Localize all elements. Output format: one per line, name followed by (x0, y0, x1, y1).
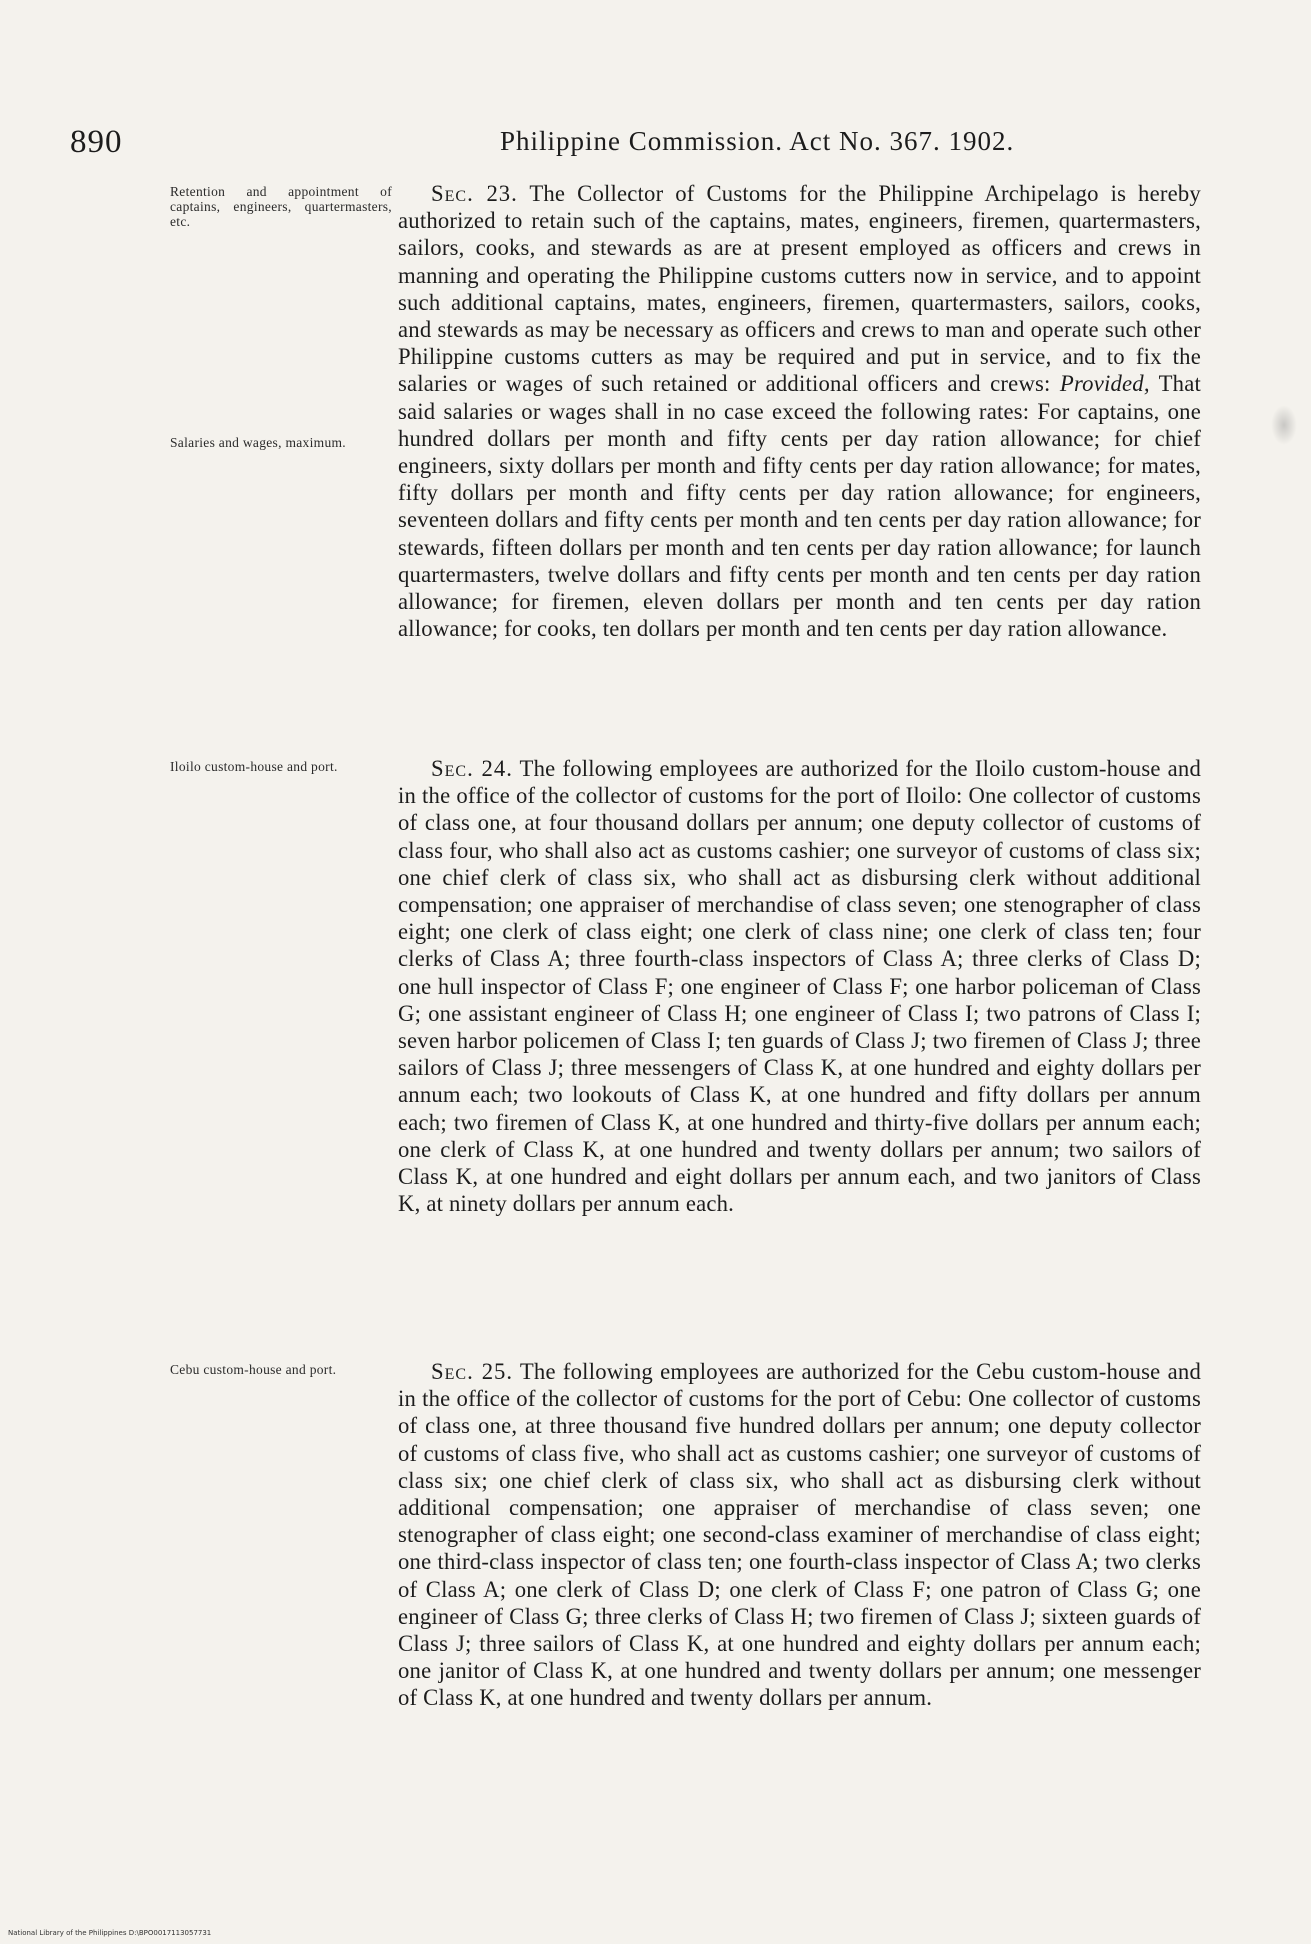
section-label: Sec. 23. (431, 181, 518, 206)
margin-note-retention: Retention and appointment of captains, engineers, quartermasters, etc. (170, 184, 392, 229)
running-head: Philippine Commission. Act No. 367. 1902. (500, 126, 1015, 156)
section-label: Sec. 25. (431, 1359, 514, 1384)
margin-note-iloilo: Iloilo custom-house and port. (170, 759, 338, 774)
page-number: 890 (70, 124, 123, 160)
page-header (70, 112, 1080, 172)
library-stamp: National Library of the Philippines D:\BPO0017113057731 (8, 1929, 212, 1937)
margin-note-cebu: Cebu custom-house and port. (170, 1362, 337, 1377)
section-23-text-a: The Collector of Customs for the Philippine Archipelago is hereby authorized to retain such of the captains, mates, engineers, firemen, quartermasters, sailors, cooks, and stewards as are at present employed as officers and crews in manning and operating the Philippine customs cutters now in service, and to appoint such additional captains, mates, engineers, firemen, quartermasters, sailors, cooks, and stewards as may be necessary as officers and crews to man and operate such other Philippine customs cutters as may be required and put in service, and to fix the salaries or wages of such retained or additional officers and crews: (398, 181, 1201, 397)
section-label: Sec. 24. (431, 756, 513, 781)
section-25-text (398, 1358, 1201, 1712)
section-23-text-b: That said salaries or wages shall in no case exceed the following rates: For captains, one hundred dollars per month and fifty cents per day ration allowance; for chief engineers, sixty dollars per month and fifty cents per day ration allowance; for mates, fifty dollars per month and fifty cents per day ration allowance; for engineers, seventeen dollars and fifty cents per month and ten cents per day ration allowance; for stewards, fifteen dollars per month and ten cents per day ration allowance; for launch quartermasters, twelve dollars and fifty cents per month and ten cents per day ration allowance; for firemen, eleven dollars per month and ten cents per day ration allowance; for cooks, ten dollars per month and ten cents per day ration allowance. (398, 371, 1202, 642)
section-24-text (398, 755, 1201, 1217)
scan-edge-mark (1271, 405, 1297, 445)
proviso: Provided, (1059, 371, 1150, 397)
section-25-body: The following employees are authorized for the Cebu custom-house and in the office of the collector of customs for the port of Cebu: One collector of customs of class one, at three thousand five hundred dollars per annum; one deputy collector of customs of class five, who shall act as customs cashier; one surveyor of customs of class six; one chief clerk of class six, who shall act as disbursing clerk without additional compensation; one appraiser of merchandise of class seven; one stenographer of class eight; one second-class examiner of merchandise of class eight; one third-class inspector of class ten; one fourth-class inspector of Class A; two clerks of Class A; one clerk of Class D; one clerk of Class F; one patron of Class G; one engineer of Class G; three clerks of Class H; two firemen of Class J; sixteen guards of Class J; three sailors of Class K, at one hundred and eighty dollars per annum each; one janitor of Class K, at one hundred and twenty dollars per annum; one messenger of Class K, at one hundred and twenty dollars per annum. (398, 1359, 1201, 1711)
section-23-text (398, 180, 1201, 642)
section-24-body: The following employees are authorized for the Iloilo custom-house and in the office of the collector of customs for the port of Iloilo: One collector of customs of class one, at four thousand dollars per annum; one deputy collector of customs of class four, who shall also act as customs cashier; one surveyor of customs of class six; one chief clerk of class six, who shall act as disbursing clerk without additional compensation; one appraiser of merchandise of class seven; one stenographer of class eight; one clerk of class eight; one clerk of class nine; one clerk of class ten; four clerks of Class A; three fourth-class inspectors of Class A; three clerks of Class D; one hull inspector of Class F; one engineer of Class F; one harbor policeman of Class G; one assistant engineer of Class H; one engineer of Class I; two patrons of Class I; seven harbor policemen of Class I; ten guards of Class J; two firemen of Class J; three sailors of Class J; three messengers of Class K, at one hundred and eighty dollars per annum each; two lookouts of Class K, at one hundred and fifty dollars per annum each; two firemen of Class K, at one hundred and thirty-five dollars per annum each; one clerk of Class K, at one hundred and twenty dollars per annum; two sailors of Class K, at one hundred and eight dollars per annum each, and two janitors of Class K, at ninety dollars per annum each. (398, 756, 1201, 1217)
margin-note-salaries: Salaries and wages, maximum. (170, 435, 346, 450)
